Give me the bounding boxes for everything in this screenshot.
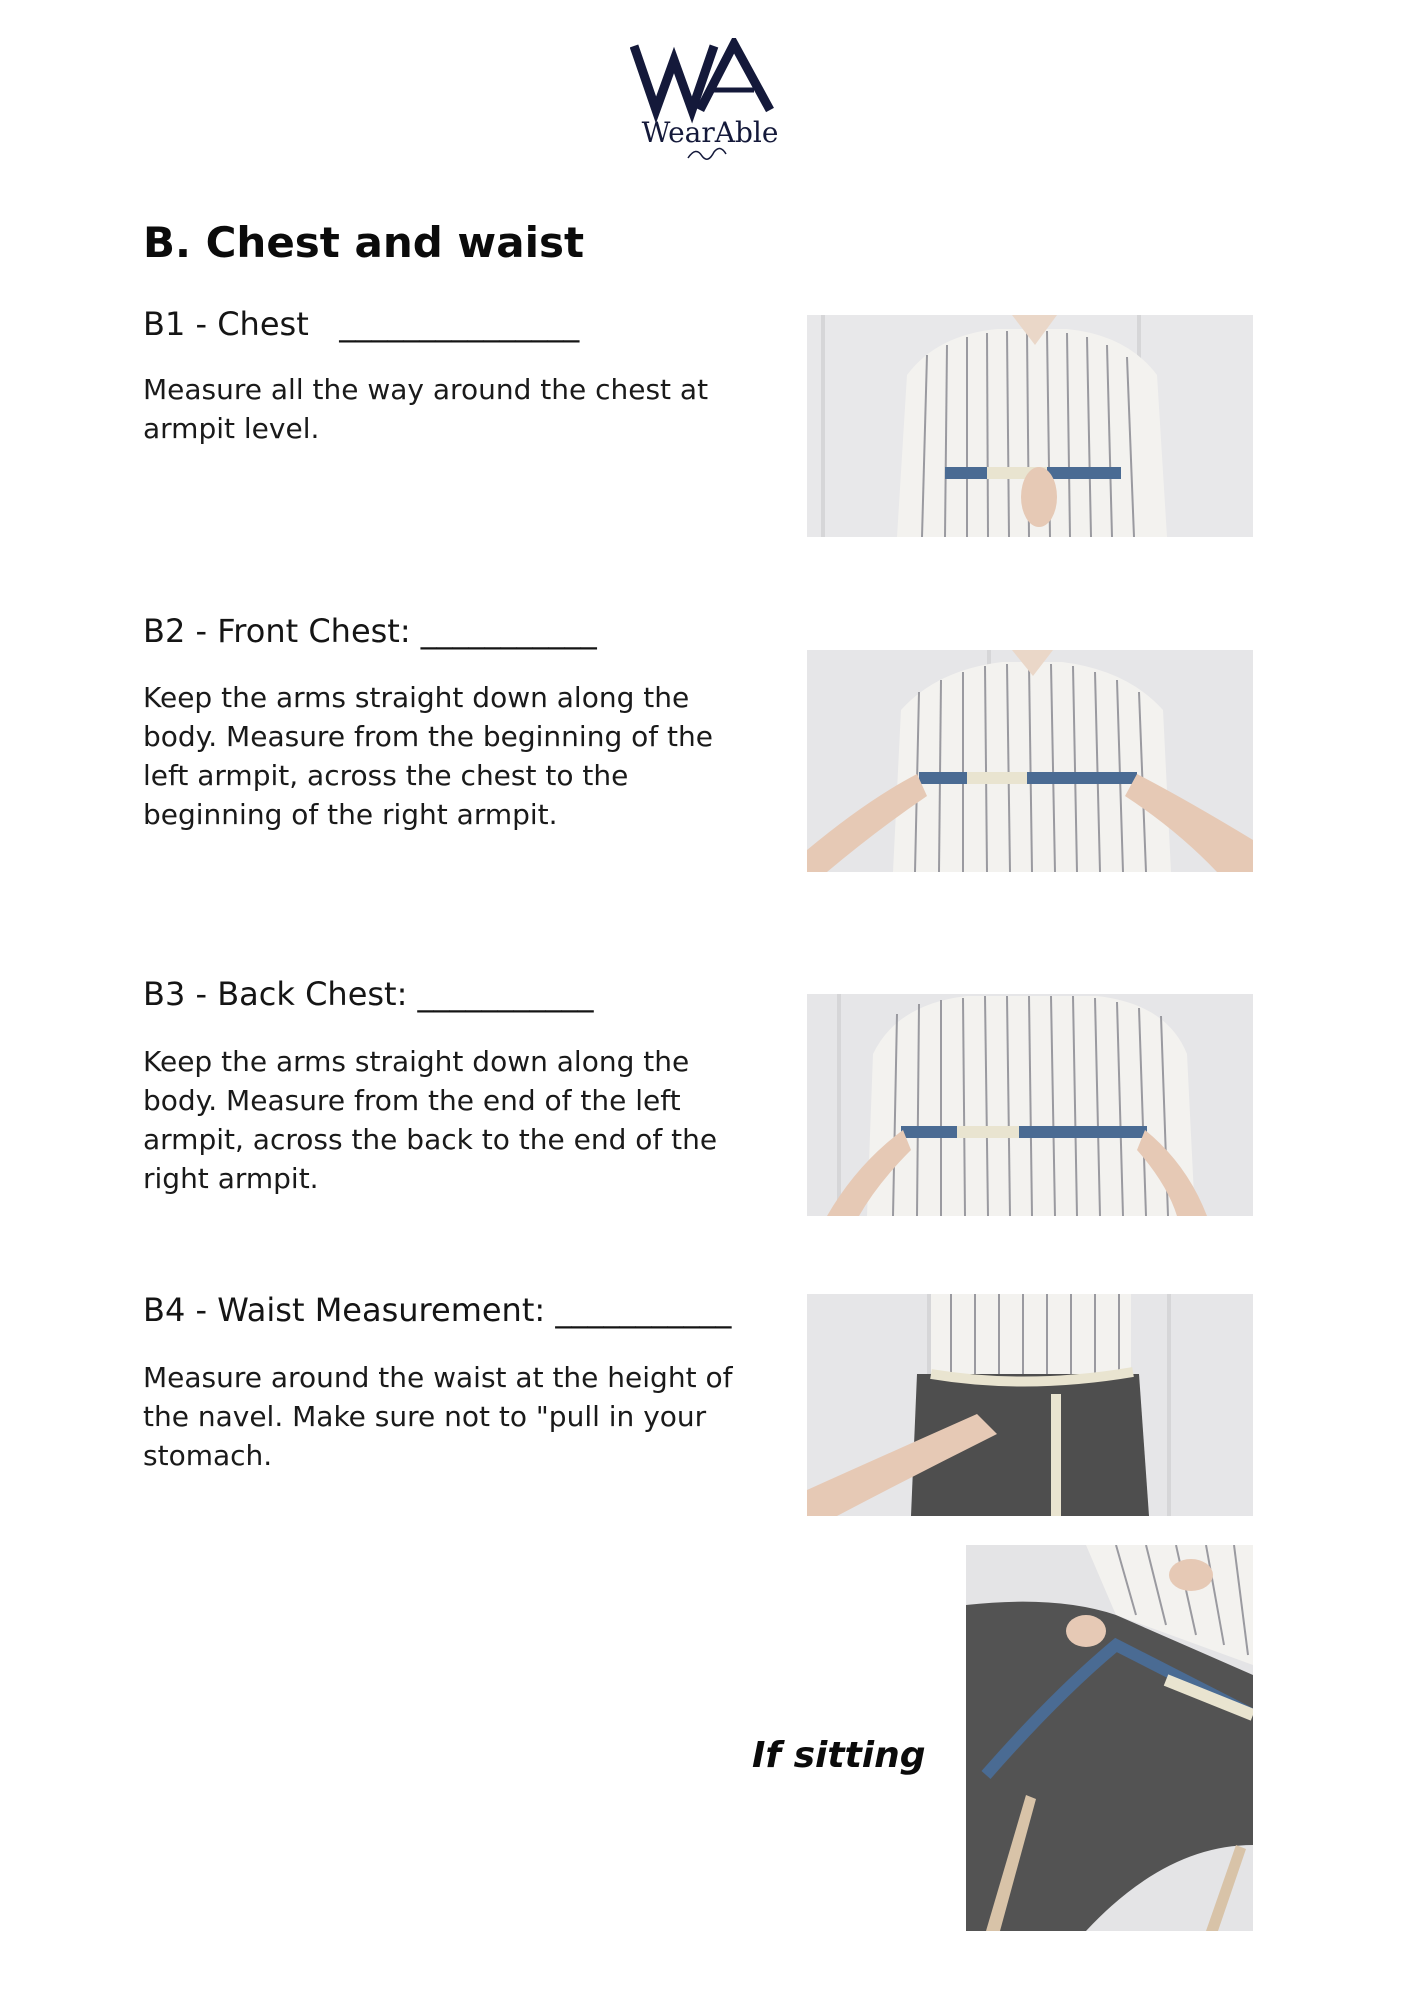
chest-title: B1 - Chest _______________	[143, 305, 580, 343]
wearable-logo	[630, 38, 790, 168]
back-chest-title: B3 - Back Chest: ___________	[143, 975, 594, 1013]
chest-measurement-photo	[807, 315, 1253, 537]
front-chest-measurement-photo	[807, 650, 1253, 872]
front-chest-title: B2 - Front Chest: ___________	[143, 612, 597, 650]
page-heading: B. Chest and waist	[143, 218, 585, 267]
logo-wordmark: WearAble	[641, 116, 779, 149]
sitting-waist-measurement-photo	[966, 1545, 1253, 1931]
waist-measurement-photo	[807, 1294, 1253, 1516]
logo-graphic	[630, 38, 790, 168]
back-chest-measurement-photo	[807, 994, 1253, 1216]
chest-description: Measure all the way around the chest at armpit level.	[143, 373, 709, 445]
waist-description: Measure around the waist at the height of the navel. Make sure not to "pull in your stomach.	[143, 1361, 733, 1472]
waist-title: B4 - Waist Measurement: ___________	[143, 1291, 732, 1329]
back-chest-description: Keep the arms straight down along the body. Measure from the end of the left armpit, across the back to the end of the right armpit.	[143, 1045, 718, 1195]
if-sitting-label: If sitting	[752, 1735, 926, 1776]
front-chest-description: Keep the arms straight down along the body. Measure from the beginning of the left armpit, across the chest to the beginning of the right armpit.	[143, 681, 713, 831]
